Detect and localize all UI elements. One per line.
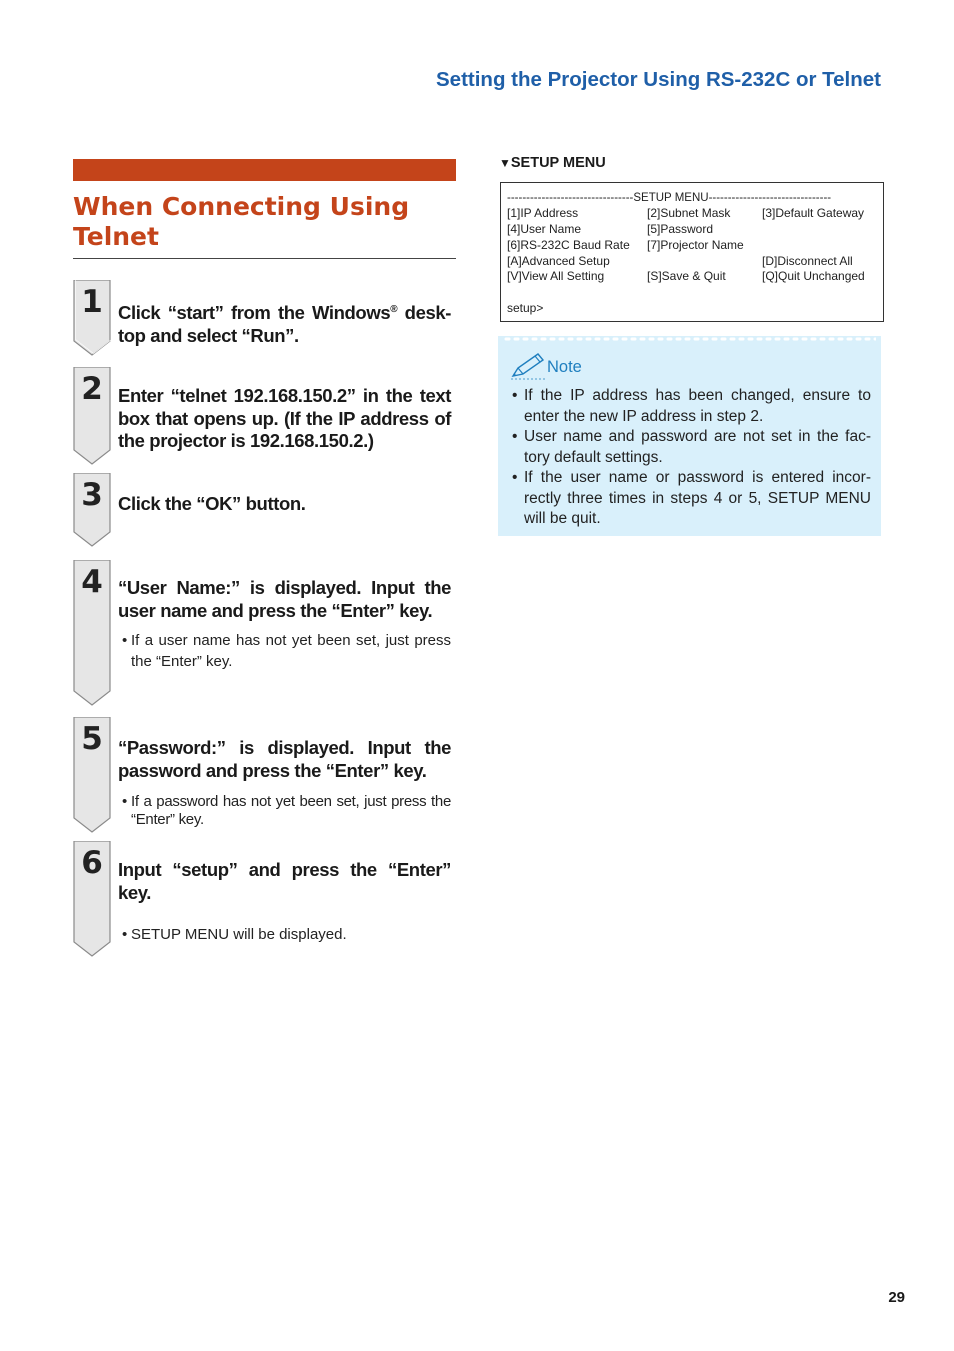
note-item — [512, 386, 871, 427]
step-number: 4 — [81, 564, 103, 600]
note-list — [512, 386, 871, 530]
step-2-text — [118, 385, 451, 453]
step-1-instruction — [118, 299, 451, 347]
setup-menu-label-text: SETUP MENU — [510, 155, 606, 171]
section-title-line-1: When Connecting Using — [73, 192, 410, 221]
step-1-instruction-part-b: desk-top and select “Run”. — [118, 302, 451, 346]
bullet: • — [122, 632, 128, 649]
step-4-tab — [73, 560, 111, 706]
step-3-tab — [73, 473, 111, 547]
menu-item: [5]Password — [647, 222, 714, 236]
menu-item: [3]Default Gateway — [762, 206, 865, 220]
step-2-instruction: Enter “telnet 192.168.150.2” in the text box that opens up. (If the IP address of the projector is 192.168.150.2.) — [118, 385, 451, 451]
section-title — [73, 192, 456, 252]
step-4-note-text: If a user name has not yet been set, just press the “Enter” key. — [131, 632, 451, 670]
menu-item: [V]View All Setting — [507, 269, 605, 283]
pencil-note-icon — [510, 352, 546, 380]
menu-item: [Q]Quit Unchanged — [762, 269, 865, 283]
step-6-instruction: Input “setup” and press the “Enter” key. — [118, 859, 451, 903]
step-1-tab — [73, 280, 111, 356]
step-6-tab — [73, 841, 111, 957]
bullet: • — [512, 428, 518, 445]
step-1-text — [118, 299, 451, 347]
setup-menu-label — [499, 155, 606, 171]
note-item — [512, 468, 871, 530]
menu-item: [6]RS-232C Baud Rate — [507, 238, 630, 252]
page-number: 29 — [888, 1289, 905, 1306]
section-color-bar — [73, 159, 456, 181]
setup-prompt: setup> — [507, 301, 544, 315]
step-number: 3 — [81, 477, 103, 513]
bullet: • — [122, 926, 128, 943]
step-5-tab — [73, 717, 111, 833]
triangle-down-icon: ▼ — [499, 156, 511, 170]
section-title-line-2: Telnet — [73, 222, 159, 251]
note-item-text: User name and password are not set in the fac-tory default settings. — [524, 428, 871, 466]
bullet: • — [122, 793, 127, 810]
step-6-note — [118, 925, 451, 946]
menu-item: [4]User Name — [507, 222, 582, 236]
step-4-instruction: “User Name:” is displayed. Input the user name and press the “Enter” key. — [118, 577, 451, 621]
section-rule — [73, 258, 456, 259]
step-number: 1 — [81, 284, 103, 320]
step-5-instruction: “Password:” is displayed. Input the password and press the “Enter” key. — [118, 737, 451, 781]
note-item-text: If the IP address has been changed, ensure to enter the new IP address in step 2. — [524, 387, 871, 425]
setup-menu-screen — [500, 182, 884, 322]
menu-item: [A]Advanced Setup — [507, 254, 610, 268]
step-1-instruction-part-a: Click “start” from the Windows — [118, 302, 391, 324]
menu-item: [1]IP Address — [507, 206, 579, 220]
note-title: Note — [547, 358, 582, 376]
step-4-text — [118, 577, 451, 672]
menu-item: [7]Projector Name — [647, 238, 744, 252]
registered-mark: ® — [390, 304, 398, 315]
step-5-text — [118, 737, 451, 829]
step-3-instruction: Click the “OK” button. — [118, 493, 306, 514]
step-6-text — [118, 859, 451, 946]
menu-item: [D]Disconnect All — [762, 254, 853, 268]
menu-item: [2]Subnet Mask — [647, 206, 731, 220]
step-5-note — [118, 793, 451, 829]
note-item-text: If the user name or password is entered incor-rectly three times in steps 4 or 5, SETUP MENU will be quit. — [524, 469, 871, 527]
step-5-note-text: If a password has not yet been set, just press the “Enter” key. — [131, 793, 451, 828]
note-dotted-border — [504, 336, 876, 342]
bullet: • — [512, 387, 518, 404]
bullet: • — [512, 469, 518, 486]
step-number: 2 — [81, 371, 103, 407]
menu-item: [S]Save & Quit — [647, 269, 726, 283]
step-6-note-text: SETUP MENU will be displayed. — [131, 926, 347, 943]
step-3-text — [118, 493, 451, 516]
note-item — [512, 427, 871, 468]
step-number: 5 — [81, 721, 103, 757]
setup-menu-header-line: ---------------------------------SETUP MENU-------------------------------- — [507, 192, 832, 204]
step-number: 6 — [81, 845, 103, 881]
step-4-note — [118, 631, 451, 672]
step-2-tab — [73, 367, 111, 465]
running-header: Setting the Projector Using RS-232C or Telnet — [436, 68, 881, 91]
